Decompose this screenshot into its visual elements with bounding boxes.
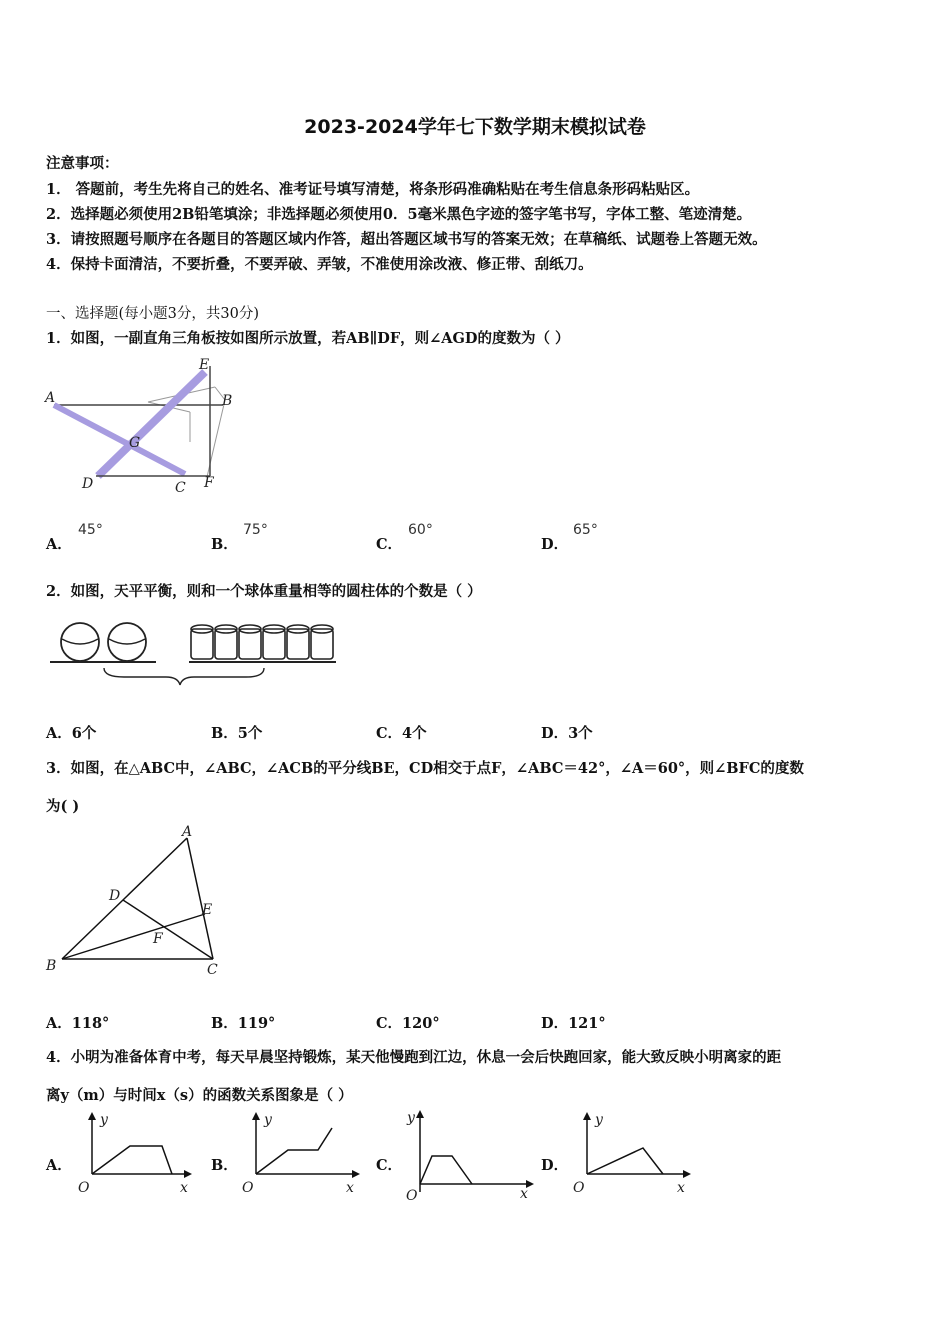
q2-option-d-value: 3个: [568, 725, 593, 742]
q2-stem: 2．如图，天平平衡，则和一个球体重量相等的圆柱体的个数是（ ）: [46, 583, 482, 600]
q3-option-d-letter: D．: [541, 1015, 569, 1032]
q2-option-d: [541, 722, 593, 743]
q3-label-d: D: [109, 888, 121, 904]
q4-d-origin-label: O: [573, 1180, 585, 1196]
q3-option-b-value: 119°: [237, 1015, 276, 1032]
q2-option-c-value: 4个: [402, 725, 427, 742]
q3-label-f: F: [153, 931, 163, 947]
q2-option-a-letter: A．: [46, 725, 72, 742]
q2-option-d-letter: D．: [541, 725, 569, 742]
q3-option-c: [376, 1012, 440, 1033]
q4-d-y-label: y: [595, 1112, 603, 1128]
q1-option-b-letter: B．: [211, 536, 238, 553]
q2-balance-figure: [46, 612, 341, 690]
q3-triangle-figure: [40, 822, 230, 982]
q3-option-a-letter: A．: [46, 1015, 72, 1032]
q1-label-g: G: [129, 435, 141, 451]
q4-stem-line2: 离y（m）与时间x（s）的函数关系图象是（ ）: [46, 1087, 353, 1104]
q1-option-b-value: 75°: [243, 522, 268, 538]
q4-a-y-label: y: [100, 1112, 108, 1128]
q3-option-a-value: 118°: [71, 1015, 110, 1032]
q2-option-a-value: 6个: [71, 725, 97, 742]
q1-option-d-value: 65°: [573, 522, 598, 538]
q2-option-c-letter: C．: [376, 725, 403, 742]
q2-option-b: [211, 722, 262, 743]
q1-label-a: A: [45, 390, 56, 406]
q3-option-c-value: 120°: [402, 1015, 440, 1032]
q1-label-c: C: [175, 480, 186, 496]
q4-graph-d: [567, 1110, 691, 1202]
q1-option-a-letter: A．: [46, 536, 72, 553]
q3-label-c: C: [207, 962, 218, 978]
q2-option-c: [376, 722, 427, 743]
q1-triangle-figure: [40, 352, 240, 497]
notice-item-1: 1． 答题前，考生先将自己的姓名、准考证号填写清楚，将条形码准确粘贴在考生信息条形码粘贴区。: [46, 181, 700, 198]
q4-graph-b: [236, 1110, 360, 1202]
q4-d-x-label: x: [677, 1180, 685, 1196]
q4-option-c-letter: C．: [376, 1157, 403, 1174]
notice-item-4: 4．保持卡面清洁，不要折叠，不要弄破、弄皱，不准使用涂改液、修正带、刮纸刀。: [46, 256, 593, 273]
q4-c-y-label: y: [407, 1110, 415, 1126]
q4-stem-line1: 4．小明为准备体育中考，每天早晨坚持锻炼，某天他慢跑到江边，休息一会后快跑回家，能大致反映小明离家的距: [46, 1049, 782, 1066]
q1-option-c-value: 60°: [408, 522, 433, 538]
q4-option-b-letter: B．: [211, 1157, 238, 1174]
q2-option-a: [46, 722, 96, 743]
q3-option-a: [46, 1012, 109, 1033]
q1-label-e: E: [199, 357, 210, 373]
q3-label-e: E: [202, 902, 213, 918]
q3-stem-line1: 3．如图，在△ABC中，∠ABC，∠ACB的平分线BE，CD相交于点F，∠ABC＝42°，∠A＝60°，则∠BFC的度数: [46, 760, 804, 777]
q3-option-d: [541, 1012, 606, 1033]
q4-a-origin-label: O: [78, 1180, 90, 1196]
q4-graph-c: [400, 1108, 534, 1202]
q4-c-origin-label: O: [406, 1188, 418, 1202]
q1-label-f: F: [204, 475, 214, 491]
q4-b-y-label: y: [264, 1112, 272, 1128]
notice-item-3: 3．请按照题号顺序在各题目的答题区域内作答，超出答题区域书写的答案无效；在草稿纸、试题卷上答题无效。: [46, 231, 767, 248]
q3-option-c-letter: C．: [376, 1015, 403, 1032]
q4-c-x-label: x: [520, 1186, 528, 1202]
q1-option-d-letter: D．: [541, 536, 569, 553]
cylinder-group: [191, 625, 333, 659]
q3-label-a: A: [182, 824, 193, 840]
q1-label-d: D: [82, 476, 94, 492]
q4-graph-a: [72, 1110, 192, 1202]
q3-option-b: [211, 1012, 275, 1033]
q3-stem-line2: 为( ): [46, 798, 80, 815]
q4-a-x-label: x: [180, 1180, 188, 1196]
q4-option-a-letter: A．: [46, 1157, 72, 1174]
q1-stem: 1．如图，一副直角三角板按如图所示放置，若AB∥DF，则∠AGD的度数为（ ）: [46, 330, 570, 347]
q3-option-d-value: 121°: [568, 1015, 606, 1032]
q3-option-b-letter: B．: [211, 1015, 238, 1032]
q4-option-d-letter: D．: [541, 1157, 569, 1174]
notice-item-2: 2．选择题必须使用2B铅笔填涂；非选择题必须使用0．5毫米黑色字迹的签字笔书写，字体工整、笔迹清楚。: [46, 206, 752, 223]
q2-option-b-letter: B．: [211, 725, 238, 742]
q2-option-b-value: 5个: [237, 725, 263, 742]
q1-label-b: B: [222, 393, 233, 409]
notice-heading: 注意事项：: [46, 155, 119, 172]
page-title: 2023-2024学年七下数学期末模拟试卷: [304, 116, 646, 138]
q3-label-b: B: [46, 958, 57, 974]
q4-b-origin-label: O: [242, 1180, 254, 1196]
section-heading: 一、选择题(每小题3分，共30分): [46, 306, 259, 322]
q4-b-x-label: x: [346, 1180, 354, 1196]
q1-option-c-letter: C．: [376, 536, 403, 553]
q1-option-a-value: 45°: [78, 522, 103, 538]
